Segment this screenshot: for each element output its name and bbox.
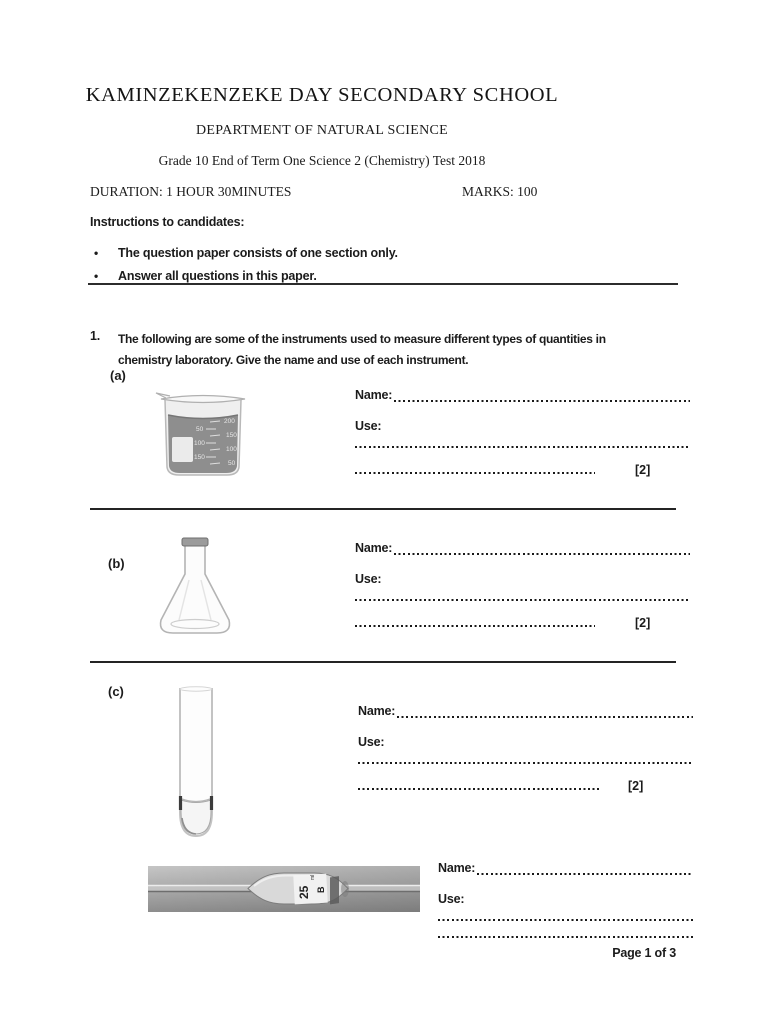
instruction-item [94,246,398,260]
conical-flask-photo [153,536,237,638]
bullet-icon: • [94,246,99,260]
marks-row [358,777,693,793]
duration-label: DURATION: 1 HOUR 30MINUTES [90,184,292,199]
school-name: KAMINZEKENZEKE DAY SECONDARY SCHOOL [85,84,559,106]
answer-line [355,625,595,627]
marks-row [355,614,690,630]
page-number: Page 1 of 3 [612,946,676,960]
name-row [355,541,690,557]
name-label: Name: [355,388,393,402]
scale-text: 100 [226,446,237,453]
answer-line [355,472,595,474]
pipette-unit-text: ml [310,874,316,880]
instructions-heading: Instructions to candidates: [90,215,245,229]
scale-text: 150 [226,432,237,439]
marks-badge: [2] [628,779,644,793]
beaker-label-patch [172,437,193,462]
test-title: Grade 10 End of Term One Science 2 (Chemistry) Test 2018 [158,153,486,168]
beaker-spout [156,393,170,398]
marks-row [355,461,690,477]
flask-rim [182,538,208,546]
answer-line [438,936,693,938]
part-c-label: (c) [108,684,124,699]
pipette-class-text: B [316,886,326,893]
answer-line [397,716,693,718]
use-label: Use: [355,419,382,433]
instruction-text: The question paper consists of one section only. [118,246,398,260]
test-tube-photo [172,686,220,846]
pipette-volume-text: 25 [297,885,311,899]
name-row [358,704,693,720]
answer-line [394,553,690,555]
instruction-item [94,269,317,283]
answer-line [355,446,690,448]
part-b-label: (b) [108,556,125,571]
beaker-photo [154,391,251,480]
question-text: The following are some of the instruments used to measure different types of quantities in chemistry laboratory. Give the name and use of each instrument. [118,332,606,367]
answer-block-b [355,541,690,630]
pipette-photo [148,866,420,912]
answer-line [394,400,690,402]
scale-text: 50 [196,426,204,433]
name-label: Name: [355,541,393,555]
answer-block-d [438,861,693,938]
scale-text: 150 [194,454,205,461]
name-row [355,388,690,404]
bullet-icon: • [94,269,99,283]
section-divider [90,508,676,510]
part-a-label: (a) [110,368,126,383]
marks-badge: [2] [635,463,651,477]
bulb-end-shade [341,881,349,897]
answer-line [477,873,693,875]
use-label: Use: [355,572,382,586]
name-label: Name: [358,704,396,718]
answer-line [438,919,693,921]
name-row [438,861,693,877]
scale-text: 100 [194,440,205,447]
question-1 [90,329,650,371]
marks-label: MARKS: 100 [462,184,538,199]
answer-block-c [358,704,693,793]
scale-text: 200 [224,418,235,425]
marks-badge: [2] [635,616,651,630]
instruction-text: Answer all questions in this paper. [118,269,317,283]
name-label: Name: [438,861,476,875]
use-label: Use: [438,892,465,906]
department-line: DEPARTMENT OF NATURAL SCIENCE [196,123,448,138]
answer-line [358,762,693,764]
scale-text: 50 [228,460,236,467]
answer-line [355,599,690,601]
brand-mark [330,876,339,904]
use-label: Use: [358,735,385,749]
section-divider [90,661,676,663]
answer-line [358,788,600,790]
question-number: 1. [90,329,101,343]
instructions-divider [88,283,678,285]
answer-block-a [355,388,690,477]
